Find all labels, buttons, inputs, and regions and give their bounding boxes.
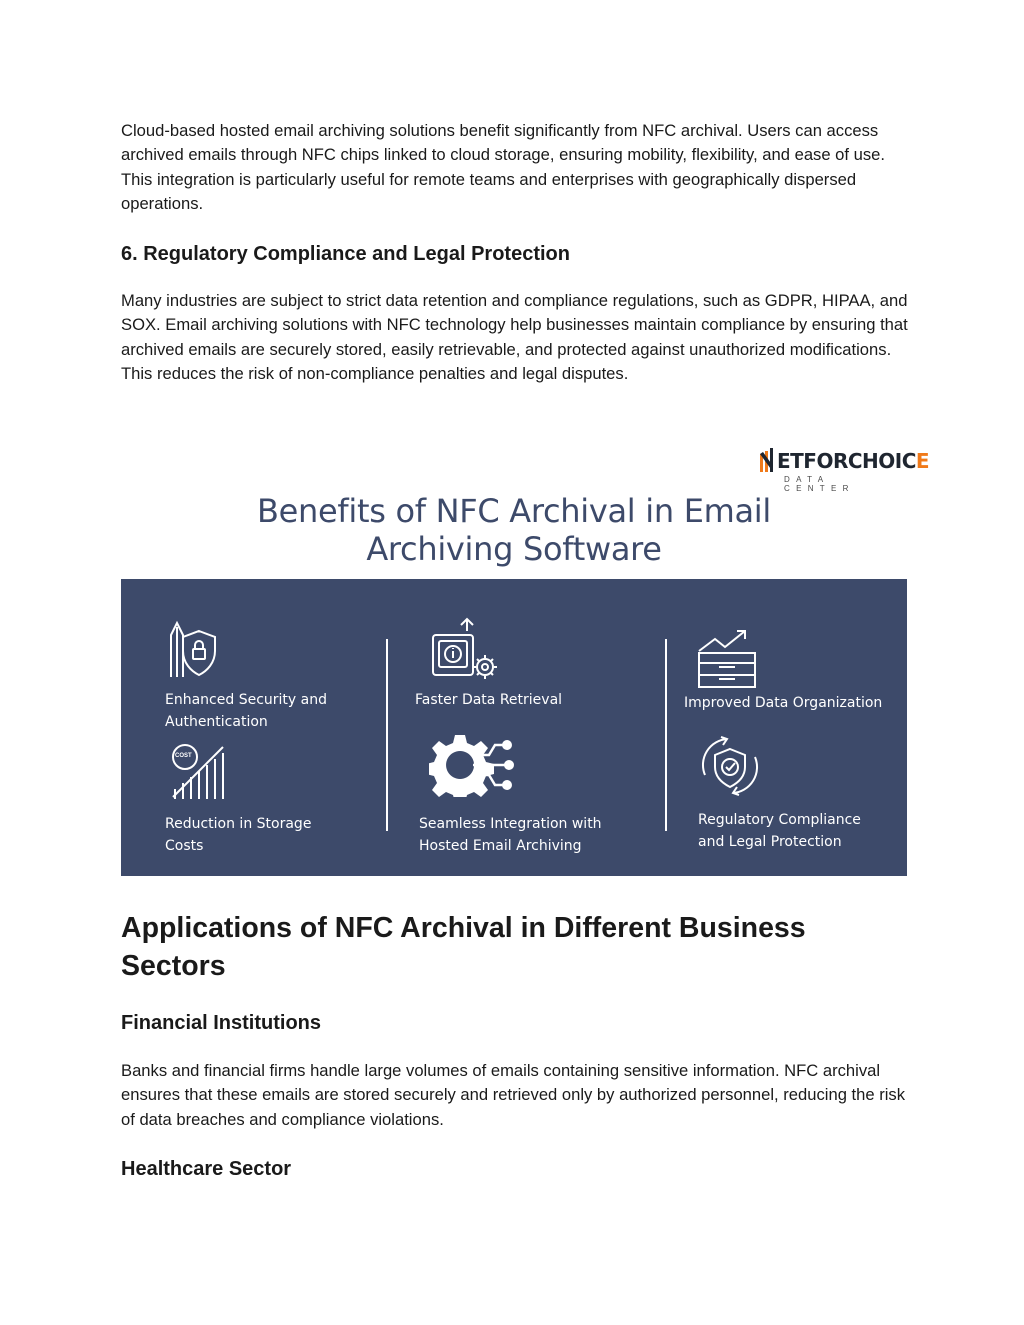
benefit-integration-label: Seamless Integration with Hosted Email Archiving <box>419 816 602 854</box>
applications-heading: Applications of NFC Archival in Different Business Sectors <box>121 912 806 982</box>
benefit-cost <box>169 743 227 801</box>
benefit-compliance-label: Regulatory Compliance and Legal Protection <box>698 812 861 850</box>
benefit-integration <box>429 733 515 797</box>
benefit-organization-label: Improved Data Organization <box>684 695 883 711</box>
section-heading-regulatory: 6. Regulatory Compliance and Legal Protection <box>121 243 570 265</box>
benefits-panel <box>121 579 907 876</box>
benefit-organization <box>697 627 761 689</box>
logo-wordmark: ETFORCHOICE <box>777 449 930 473</box>
infographic-title: Benefits of NFC Archival in Email Archiving Software <box>257 492 771 568</box>
benefit-security-label: Enhanced Security and Authentication <box>165 692 327 730</box>
healthcare-heading: Healthcare Sector <box>121 1158 292 1180</box>
column-divider <box>665 639 667 831</box>
logo-n-mark-icon <box>759 448 777 474</box>
benefit-compliance <box>697 735 763 797</box>
column-divider <box>386 639 388 831</box>
logo-subtitle: DATA CENTER <box>784 475 855 493</box>
shield-lock-icon <box>165 617 221 681</box>
cost-badge-text: COST <box>175 753 192 759</box>
regulatory-paragraph: Many industries are subject to strict data retention and compliance regulations, such as GDPR, HIPAA, and SOX. Email archiving solutions with NFC technology help businesses maintain compliance by ensuring that archived emails are securely stored, easily retrievable, and protected against unauthorized modifications. This reduces the risk of non-compliance penalties and legal disputes. <box>121 291 908 383</box>
cost-reduction-icon <box>169 743 227 801</box>
benefit-cost-label: Reduction in Storage Costs <box>165 816 312 854</box>
benefit-security <box>165 617 221 681</box>
financial-paragraph: Banks and financial firms handle large volumes of emails containing sensitive information. NFC archival ensures that these emails are stored securely and retrieved only by authorized personnel, reducing the risk of data breaches and compliance violations. <box>121 1061 906 1129</box>
benefits-infographic <box>121 440 930 876</box>
intro-paragraph: Cloud-based hosted email archiving solutions benefit significantly from NFC archival. Users can access archived emails through NFC chips linked to cloud storage, ensuring mobility, flexibility, and ease of use. This integration is particularly useful for remote teams and enterprises with geographically dispersed operations. <box>121 121 886 213</box>
data-retrieval-icon <box>431 617 501 687</box>
benefit-retrieval <box>431 617 501 687</box>
integration-gear-icon <box>429 733 515 797</box>
benefit-retrieval-label: Faster Data Retrieval <box>415 692 563 708</box>
netforchoice-logo <box>759 446 930 493</box>
compliance-shield-icon <box>697 735 763 797</box>
organization-icon <box>697 627 761 689</box>
financial-heading: Financial Institutions <box>121 1012 322 1034</box>
